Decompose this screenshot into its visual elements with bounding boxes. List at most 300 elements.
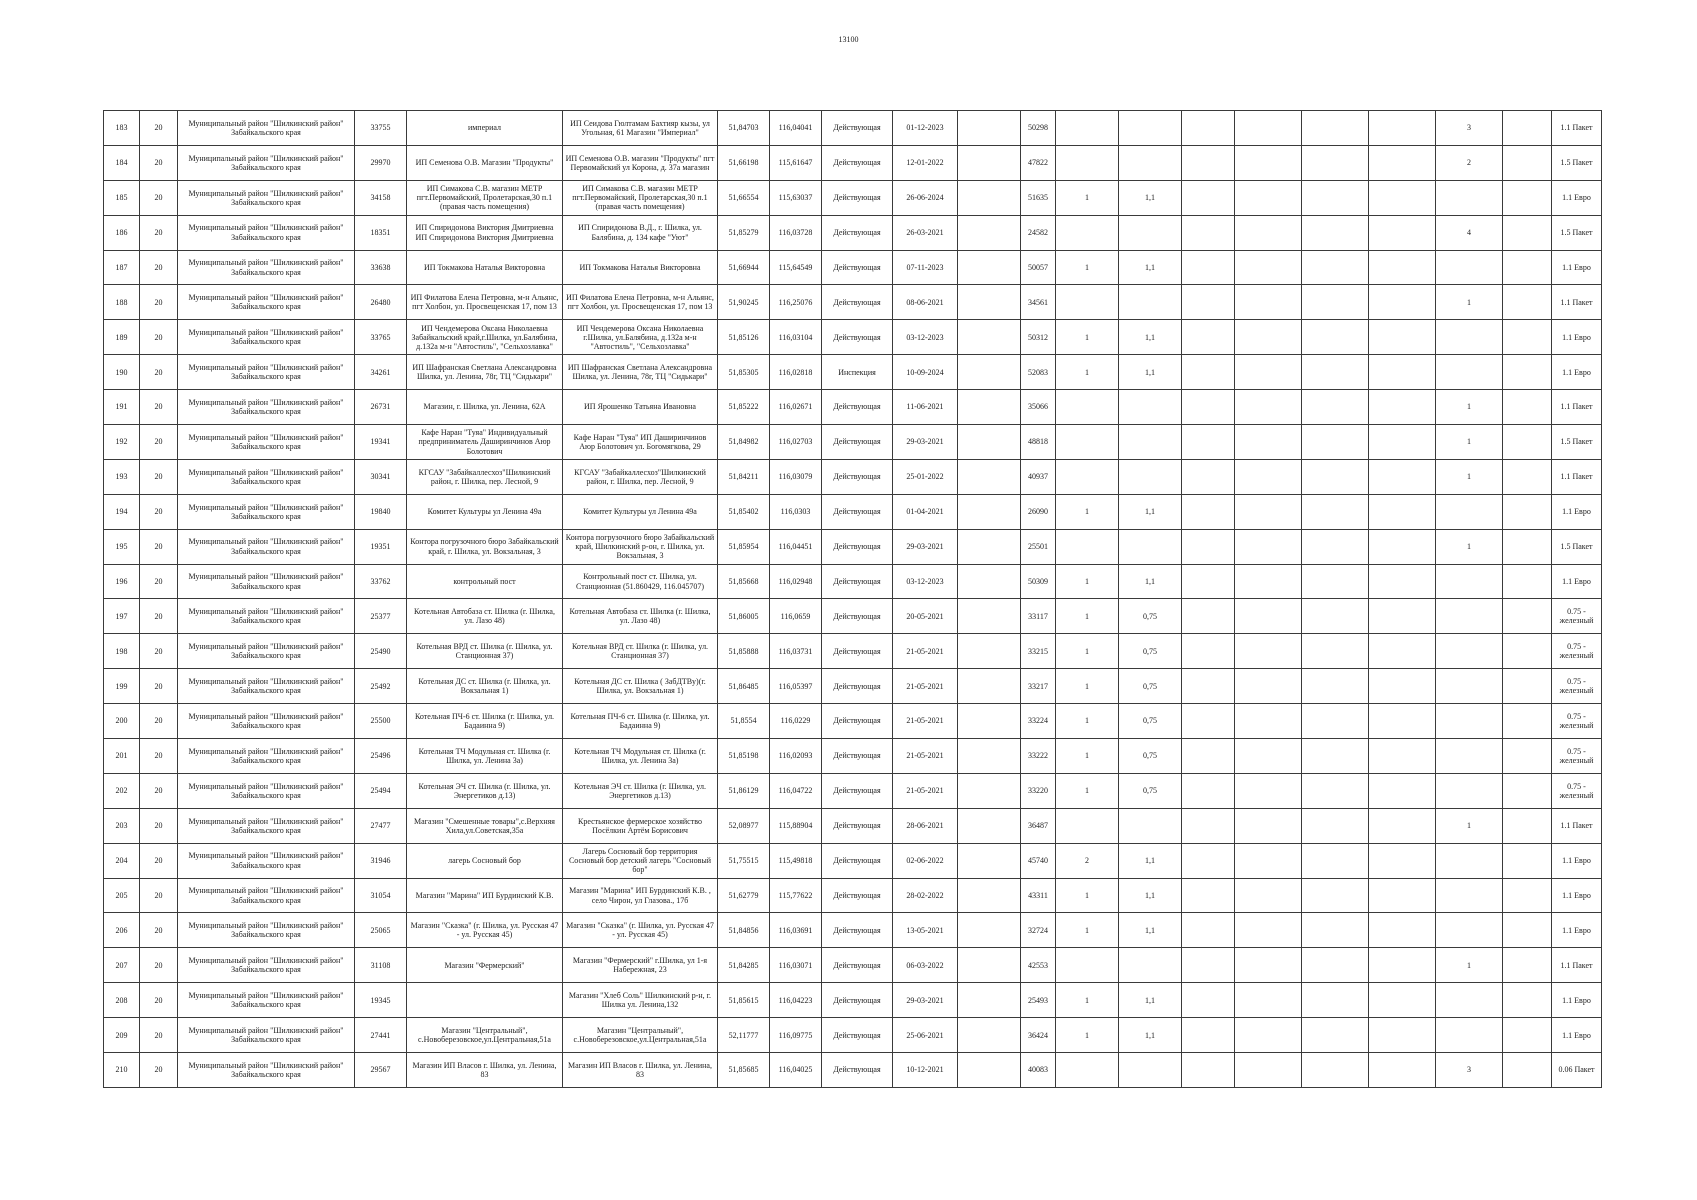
cell-date: 08-06-2021 — [893, 285, 958, 320]
cell-c12 — [958, 390, 1021, 425]
cell-c21 — [1503, 599, 1552, 634]
cell-c16 — [1182, 843, 1235, 878]
cell-c16 — [1182, 913, 1235, 948]
cell-date: 01-12-2023 — [893, 111, 958, 146]
cell-qty: 1 — [1056, 634, 1119, 669]
cell-owner: Контора погрузочного бюро Забайкальский край, Шилкинский р-он, г. Шилка, ул. Вокзальная, 3 — [563, 529, 718, 564]
cell-status: Действующая — [822, 459, 893, 494]
cell-lat: 52,11777 — [718, 1018, 770, 1053]
cell-c16 — [1182, 948, 1235, 983]
cell-c16 — [1182, 1053, 1235, 1088]
cell-district: Муниципальный район "Шилкинский район" Забайкальского края — [178, 285, 355, 320]
cell-lat: 51,85305 — [718, 355, 770, 390]
cell-c17 — [1235, 494, 1302, 529]
cell-c12 — [958, 459, 1021, 494]
cell-lon: 116,04041 — [770, 111, 822, 146]
cell-c16 — [1182, 634, 1235, 669]
cell-lat: 51,86005 — [718, 599, 770, 634]
cell-code: 20 — [140, 913, 178, 948]
cell-vol: 0,75 — [1119, 669, 1182, 704]
cell-lon: 116,04451 — [770, 529, 822, 564]
cell-date: 21-05-2021 — [893, 739, 958, 774]
cell-owner: ИП Спиридонова В.Д., г. Шилка, ул. Балябина, д. 134 кафе "Уют" — [563, 215, 718, 250]
cell-district: Муниципальный район "Шилкинский район" Забайкальского края — [178, 773, 355, 808]
cell-code: 20 — [140, 564, 178, 599]
table-row — [104, 913, 1602, 948]
cell-vol — [1119, 145, 1182, 180]
table-row — [104, 599, 1602, 634]
table-row — [104, 180, 1602, 215]
cell-cont: 1.1 Евро — [1552, 180, 1602, 215]
cell-code: 20 — [140, 145, 178, 180]
cell-vol: 1,1 — [1119, 250, 1182, 285]
cell-status: Действующая — [822, 739, 893, 774]
cell-vol: 1,1 — [1119, 180, 1182, 215]
cell-date: 12-01-2022 — [893, 145, 958, 180]
cell-cont: 1.5 Пакет — [1552, 529, 1602, 564]
cell-c21 — [1503, 808, 1552, 843]
cell-qty — [1056, 425, 1119, 460]
cell-c19 — [1369, 983, 1436, 1018]
cell-name: Контора погрузочного бюро Забайкальский край, г. Шилка, ул. Вокзальная, 3 — [407, 529, 563, 564]
cell-qty: 1 — [1056, 1018, 1119, 1053]
cell-name: Котельная ДС ст. Шилка (г. Шилка, ул. Вокзальная 1) — [407, 669, 563, 704]
cell-district: Муниципальный район "Шилкинский район" Забайкальского края — [178, 634, 355, 669]
cell-c12 — [958, 285, 1021, 320]
cell-cont: 1.1 Евро — [1552, 564, 1602, 599]
cell-c17 — [1235, 773, 1302, 808]
cell-c20: 2 — [1436, 145, 1503, 180]
cell-qty: 1 — [1056, 704, 1119, 739]
cell-name: Магазин, г. Шилка, ул. Ленина, 62А — [407, 390, 563, 425]
cell-code: 20 — [140, 878, 178, 913]
cell-num: 196 — [104, 564, 140, 599]
cell-qty — [1056, 808, 1119, 843]
cell-vol: 1,1 — [1119, 983, 1182, 1018]
cell-c17 — [1235, 599, 1302, 634]
cell-c18 — [1302, 599, 1369, 634]
cell-id: 30341 — [355, 459, 407, 494]
cell-c12 — [958, 843, 1021, 878]
cell-c19 — [1369, 669, 1436, 704]
cell-vol: 1,1 — [1119, 843, 1182, 878]
cell-lat: 51,85668 — [718, 564, 770, 599]
cell-reg: 34561 — [1021, 285, 1056, 320]
cell-c12 — [958, 250, 1021, 285]
cell-code: 20 — [140, 739, 178, 774]
cell-reg: 25493 — [1021, 983, 1056, 1018]
cell-status: Действующая — [822, 390, 893, 425]
cell-id: 34158 — [355, 180, 407, 215]
cell-vol: 1,1 — [1119, 878, 1182, 913]
cell-district: Муниципальный район "Шилкинский район" Забайкальского края — [178, 494, 355, 529]
cell-c20: 1 — [1436, 948, 1503, 983]
cell-c20 — [1436, 494, 1503, 529]
cell-c21 — [1503, 773, 1552, 808]
cell-code: 20 — [140, 355, 178, 390]
cell-status: Действующая — [822, 808, 893, 843]
cell-code: 20 — [140, 634, 178, 669]
cell-c18 — [1302, 634, 1369, 669]
cell-vol — [1119, 1053, 1182, 1088]
cell-c16 — [1182, 739, 1235, 774]
cell-c19 — [1369, 564, 1436, 599]
cell-owner: Магазин "Марина" ИП Бурдинский К.В. , село Чирон, ул Глазова., 17б — [563, 878, 718, 913]
table-row — [104, 285, 1602, 320]
cell-c18 — [1302, 111, 1369, 146]
cell-name: Котельная ПЧ-6 ст. Шилка (г. Шилка, ул. Бадаинна 9) — [407, 704, 563, 739]
table-row — [104, 459, 1602, 494]
cell-owner: Магазин "Центральный", с.Новоберезовское,ул.Центральная,51а — [563, 1018, 718, 1053]
cell-c18 — [1302, 983, 1369, 1018]
cell-c16 — [1182, 111, 1235, 146]
cell-cont: 1.1 Пакет — [1552, 459, 1602, 494]
cell-c18 — [1302, 669, 1369, 704]
cell-num: 188 — [104, 285, 140, 320]
cell-name: ИП Чендемерова Оксана Николаевна Забайкальский край,г.Шилка, ул.Балябина, д.132а м-н "Автостиль", "Сельхозлавка" — [407, 320, 563, 355]
cell-date: 21-05-2021 — [893, 634, 958, 669]
cell-c21 — [1503, 564, 1552, 599]
cell-qty: 1 — [1056, 913, 1119, 948]
cell-reg: 33117 — [1021, 599, 1056, 634]
cell-status: Действующая — [822, 529, 893, 564]
cell-status: Действующая — [822, 215, 893, 250]
cell-c17 — [1235, 529, 1302, 564]
cell-lon: 116,03079 — [770, 459, 822, 494]
cell-district: Муниципальный район "Шилкинский район" Забайкальского края — [178, 878, 355, 913]
cell-date: 11-06-2021 — [893, 390, 958, 425]
cell-date: 26-06-2024 — [893, 180, 958, 215]
cell-c12 — [958, 808, 1021, 843]
cell-id: 33765 — [355, 320, 407, 355]
cell-c17 — [1235, 983, 1302, 1018]
cell-num: 203 — [104, 808, 140, 843]
cell-c12 — [958, 215, 1021, 250]
cell-name: Кафе Наран "Туяа" Индивидуальный предприниматель Даширинчинов Аюр Болотович — [407, 425, 563, 460]
cell-id: 26480 — [355, 285, 407, 320]
cell-lon: 116,02818 — [770, 355, 822, 390]
cell-num: 192 — [104, 425, 140, 460]
cell-status: Действующая — [822, 913, 893, 948]
cell-c21 — [1503, 878, 1552, 913]
cell-c19 — [1369, 285, 1436, 320]
cell-c18 — [1302, 250, 1369, 285]
cell-code: 20 — [140, 285, 178, 320]
cell-c20 — [1436, 564, 1503, 599]
cell-c17 — [1235, 564, 1302, 599]
cell-c17 — [1235, 425, 1302, 460]
cell-date: 28-06-2021 — [893, 808, 958, 843]
cell-lon: 116,03071 — [770, 948, 822, 983]
cell-vol — [1119, 948, 1182, 983]
cell-c12 — [958, 913, 1021, 948]
cell-cont: 1.5 Пакет — [1552, 425, 1602, 460]
cell-num: 205 — [104, 878, 140, 913]
cell-owner: ИП Симакова С.В. магазин МЕТР пгт.Первомайский, Пролетарская,30 п.1 (правая часть помещения) — [563, 180, 718, 215]
cell-c12 — [958, 878, 1021, 913]
cell-c16 — [1182, 355, 1235, 390]
cell-qty — [1056, 285, 1119, 320]
cell-c16 — [1182, 390, 1235, 425]
cell-c18 — [1302, 1053, 1369, 1088]
cell-reg: 45740 — [1021, 843, 1056, 878]
cell-owner: Магазин ИП Власов г. Шилка, ул. Ленина, 83 — [563, 1053, 718, 1088]
cell-c16 — [1182, 983, 1235, 1018]
cell-code: 20 — [140, 494, 178, 529]
cell-c20: 1 — [1436, 285, 1503, 320]
cell-cont: 0.75 - железный — [1552, 773, 1602, 808]
cell-num: 185 — [104, 180, 140, 215]
cell-cont: 1.1 Пакет — [1552, 948, 1602, 983]
cell-lat: 51,84285 — [718, 948, 770, 983]
cell-c21 — [1503, 180, 1552, 215]
cell-c18 — [1302, 913, 1369, 948]
cell-code: 20 — [140, 704, 178, 739]
cell-name: контрольный пост — [407, 564, 563, 599]
cell-status: Действующая — [822, 669, 893, 704]
cell-c20: 1 — [1436, 459, 1503, 494]
cell-name: Магазин "Центральный", с.Новоберезовское,ул.Центральная,51а — [407, 1018, 563, 1053]
cell-date: 21-05-2021 — [893, 669, 958, 704]
cell-cont: 1.1 Евро — [1552, 913, 1602, 948]
cell-c12 — [958, 599, 1021, 634]
cell-c17 — [1235, 913, 1302, 948]
cell-c19 — [1369, 459, 1436, 494]
cell-qty: 1 — [1056, 494, 1119, 529]
table-row — [104, 390, 1602, 425]
cell-c20 — [1436, 739, 1503, 774]
cell-cont: 1.1 Евро — [1552, 843, 1602, 878]
cell-status: Действующая — [822, 599, 893, 634]
cell-c19 — [1369, 739, 1436, 774]
cell-cont: 1.1 Пакет — [1552, 390, 1602, 425]
cell-num: 198 — [104, 634, 140, 669]
cell-c16 — [1182, 145, 1235, 180]
cell-c21 — [1503, 983, 1552, 1018]
cell-district: Муниципальный район "Шилкинский район" Забайкальского края — [178, 145, 355, 180]
cell-c17 — [1235, 320, 1302, 355]
cell-c19 — [1369, 948, 1436, 983]
cell-c12 — [958, 564, 1021, 599]
cell-qty — [1056, 215, 1119, 250]
cell-status: Действующая — [822, 1053, 893, 1088]
cell-qty: 1 — [1056, 355, 1119, 390]
cell-num: 199 — [104, 669, 140, 704]
cell-c17 — [1235, 459, 1302, 494]
cell-status: Действующая — [822, 704, 893, 739]
cell-vol: 0,75 — [1119, 704, 1182, 739]
cell-c17 — [1235, 355, 1302, 390]
cell-district: Муниципальный район "Шилкинский район" Забайкальского края — [178, 180, 355, 215]
cell-qty — [1056, 529, 1119, 564]
cell-c19 — [1369, 1018, 1436, 1053]
cell-owner: ИП Семенова О.В. магазин "Продукты" пгт Первомайский ул Корона, д. 37а магазин — [563, 145, 718, 180]
cell-lon: 116,0659 — [770, 599, 822, 634]
cell-c19 — [1369, 355, 1436, 390]
cell-c18 — [1302, 180, 1369, 215]
cell-district: Муниципальный район "Шилкинский район" Забайкальского края — [178, 564, 355, 599]
cell-name: ИП Шафранская Светлана Александровна Шилка, ул. Ленина, 78г, ТЦ "Сидькари" — [407, 355, 563, 390]
cell-owner: Котельная Автобаза ст. Шилка (г. Шилка, ул. Лазо 48) — [563, 599, 718, 634]
cell-vol: 0,75 — [1119, 773, 1182, 808]
cell-c20 — [1436, 878, 1503, 913]
cell-owner: Котельная ПЧ-6 ст. Шилка (г. Шилка, ул. Бадаинна 9) — [563, 704, 718, 739]
cell-id: 25490 — [355, 634, 407, 669]
cell-id: 19345 — [355, 983, 407, 1018]
cell-district: Муниципальный район "Шилкинский район" Забайкальского края — [178, 215, 355, 250]
cell-c16 — [1182, 529, 1235, 564]
cell-owner: ИП Шафранская Светлана Александровна Шилка, ул. Ленина, 78г, ТЦ "Сидькари" — [563, 355, 718, 390]
cell-cont: 1.1 Пакет — [1552, 111, 1602, 146]
cell-num: 191 — [104, 390, 140, 425]
cell-lon: 116,09775 — [770, 1018, 822, 1053]
cell-c16 — [1182, 494, 1235, 529]
cell-name: Котельная ВРД ст. Шилка (г. Шилка, ул. Станционная 37) — [407, 634, 563, 669]
table-row — [104, 669, 1602, 704]
cell-c21 — [1503, 843, 1552, 878]
cell-code: 20 — [140, 390, 178, 425]
cell-lon: 116,02703 — [770, 425, 822, 460]
cell-c20 — [1436, 355, 1503, 390]
cell-c21 — [1503, 704, 1552, 739]
cell-owner: Магазин "Хлеб Соль" Шилкинский р-н, г. Шилка ул. Ленина,132 — [563, 983, 718, 1018]
cell-c20 — [1436, 250, 1503, 285]
cell-date: 29-03-2021 — [893, 983, 958, 1018]
cell-district: Муниципальный район "Шилкинский район" Забайкальского края — [178, 704, 355, 739]
cell-id: 34261 — [355, 355, 407, 390]
cell-lon: 116,04025 — [770, 1053, 822, 1088]
cell-c17 — [1235, 704, 1302, 739]
cell-status: Действующая — [822, 145, 893, 180]
cell-name: ИП Симакова С.В. магазин МЕТР пгт.Первомайский, Пролетарская,30 п.1 (правая часть помещения) — [407, 180, 563, 215]
cell-c19 — [1369, 1053, 1436, 1088]
cell-lon: 115,49818 — [770, 843, 822, 878]
cell-c20: 1 — [1436, 529, 1503, 564]
cell-id: 26731 — [355, 390, 407, 425]
cell-qty — [1056, 390, 1119, 425]
cell-code: 20 — [140, 669, 178, 704]
cell-c17 — [1235, 739, 1302, 774]
cell-c18 — [1302, 948, 1369, 983]
table-row — [104, 1018, 1602, 1053]
cell-lon: 116,25076 — [770, 285, 822, 320]
cell-name: Котельная Автобаза ст. Шилка (г. Шилка, ул. Лазо 48) — [407, 599, 563, 634]
cell-c12 — [958, 320, 1021, 355]
cell-district: Муниципальный район "Шилкинский район" Забайкальского края — [178, 913, 355, 948]
cell-vol: 0,75 — [1119, 634, 1182, 669]
cell-status: Действующая — [822, 1018, 893, 1053]
cell-date: 07-11-2023 — [893, 250, 958, 285]
cell-c16 — [1182, 215, 1235, 250]
cell-lat: 51,8554 — [718, 704, 770, 739]
cell-date: 10-09-2024 — [893, 355, 958, 390]
cell-code: 20 — [140, 180, 178, 215]
cell-owner: Лагерь Сосновый бор территория Сосновый бор детский лагерь "Сосновый бор" — [563, 843, 718, 878]
cell-id: 19351 — [355, 529, 407, 564]
cell-name: ИП Спиридонова Виктория Дмитриевна ИП Спиридонова Виктория Дмитриевна — [407, 215, 563, 250]
cell-cont: 1.1 Евро — [1552, 320, 1602, 355]
cell-num: 209 — [104, 1018, 140, 1053]
table-row — [104, 111, 1602, 146]
cell-reg: 40083 — [1021, 1053, 1056, 1088]
cell-c19 — [1369, 599, 1436, 634]
cell-c21 — [1503, 355, 1552, 390]
cell-vol — [1119, 529, 1182, 564]
cell-lon: 116,0303 — [770, 494, 822, 529]
cell-c16 — [1182, 669, 1235, 704]
cell-c20 — [1436, 1018, 1503, 1053]
cell-qty: 1 — [1056, 669, 1119, 704]
cell-district: Муниципальный район "Шилкинский район" Забайкальского края — [178, 843, 355, 878]
cell-district: Муниципальный район "Шилкинский район" Забайкальского края — [178, 1053, 355, 1088]
cell-lat: 51,75515 — [718, 843, 770, 878]
cell-reg: 26090 — [1021, 494, 1056, 529]
cell-c19 — [1369, 878, 1436, 913]
cell-date: 13-05-2021 — [893, 913, 958, 948]
cell-lat: 51,84856 — [718, 913, 770, 948]
cell-reg: 36424 — [1021, 1018, 1056, 1053]
cell-code: 20 — [140, 529, 178, 564]
cell-status: Действующая — [822, 250, 893, 285]
table-row — [104, 250, 1602, 285]
cell-id: 29567 — [355, 1053, 407, 1088]
cell-lat: 51,85954 — [718, 529, 770, 564]
cell-district: Муниципальный район "Шилкинский район" Забайкальского края — [178, 1018, 355, 1053]
cell-qty: 1 — [1056, 180, 1119, 215]
page-number: 13100 — [838, 35, 859, 44]
cell-c18 — [1302, 459, 1369, 494]
cell-name: Магазин ИП Власов г. Шилка, ул. Ленина, 83 — [407, 1053, 563, 1088]
cell-status: Действующая — [822, 948, 893, 983]
table-row — [104, 320, 1602, 355]
cell-lat: 51,85222 — [718, 390, 770, 425]
cell-c16 — [1182, 773, 1235, 808]
cell-name: Магазин "Смешенные товары",с.Верхняя Хила,ул.Советская,35а — [407, 808, 563, 843]
cell-c18 — [1302, 1018, 1369, 1053]
cell-c21 — [1503, 669, 1552, 704]
cell-c17 — [1235, 878, 1302, 913]
cell-status: Действующая — [822, 425, 893, 460]
cell-c16 — [1182, 704, 1235, 739]
cell-c19 — [1369, 529, 1436, 564]
cell-cont: 0.75 - железный — [1552, 634, 1602, 669]
cell-date: 29-03-2021 — [893, 529, 958, 564]
cell-vol: 1,1 — [1119, 1018, 1182, 1053]
cell-status: Действующая — [822, 773, 893, 808]
cell-id: 33762 — [355, 564, 407, 599]
cell-district: Муниципальный район "Шилкинский район" Забайкальского края — [178, 808, 355, 843]
cell-vol: 1,1 — [1119, 564, 1182, 599]
cell-c20: 3 — [1436, 1053, 1503, 1088]
cell-cont: 1.1 Евро — [1552, 250, 1602, 285]
cell-cont: 0.75 - железный — [1552, 599, 1602, 634]
cell-code: 20 — [140, 111, 178, 146]
cell-c20: 1 — [1436, 425, 1503, 460]
cell-c12 — [958, 145, 1021, 180]
cell-c19 — [1369, 634, 1436, 669]
cell-id: 27477 — [355, 808, 407, 843]
cell-reg: 43311 — [1021, 878, 1056, 913]
cell-c21 — [1503, 215, 1552, 250]
cell-c16 — [1182, 320, 1235, 355]
cell-c21 — [1503, 529, 1552, 564]
cell-c12 — [958, 1053, 1021, 1088]
cell-c21 — [1503, 948, 1552, 983]
cell-c21 — [1503, 285, 1552, 320]
cell-lon: 116,02948 — [770, 564, 822, 599]
cell-cont: 0.06 Пакет — [1552, 1053, 1602, 1088]
cell-c21 — [1503, 250, 1552, 285]
